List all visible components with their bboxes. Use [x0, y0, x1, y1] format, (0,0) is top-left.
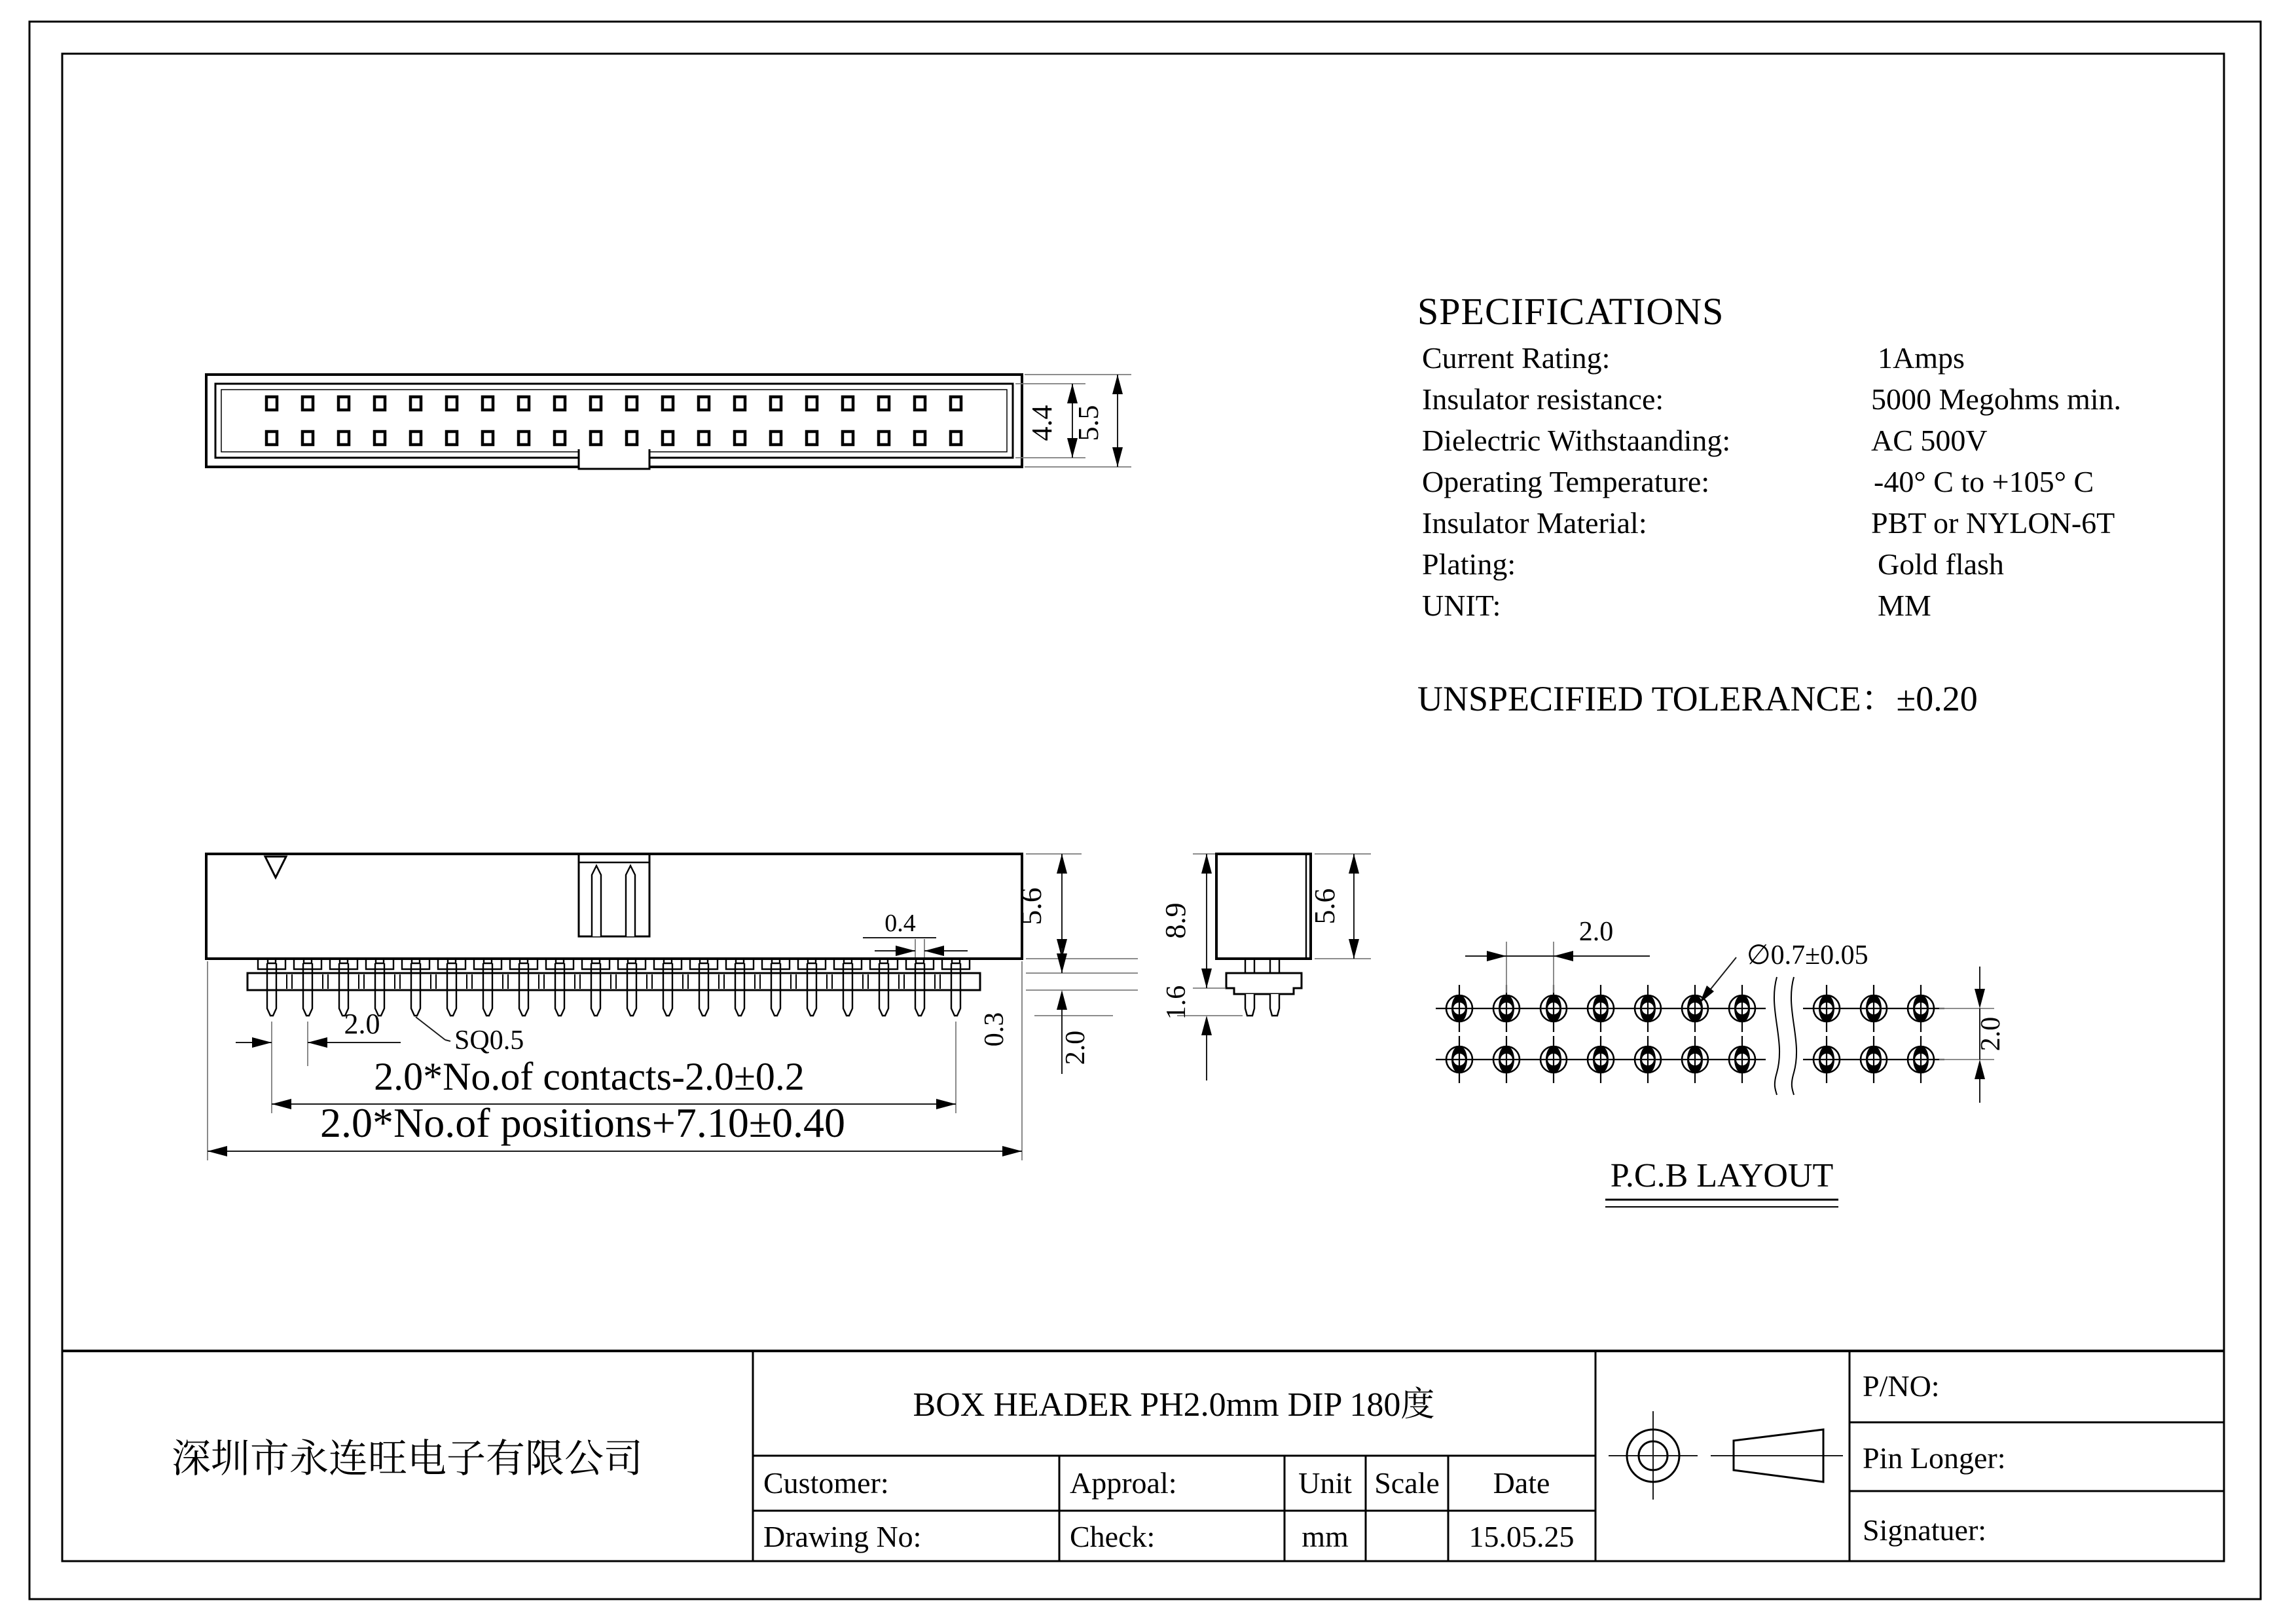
spec-label-3: Operating Temperature: — [1422, 465, 1710, 498]
break-line — [1791, 977, 1796, 1095]
pcb-dim-row — [1939, 967, 2006, 1103]
date-label: Date — [1493, 1466, 1550, 1500]
pcb-dim-pitch — [1465, 917, 1650, 993]
specifications — [1417, 290, 2121, 718]
side-dim-height — [1309, 854, 1371, 959]
pin-note-sq05: SQ0.5 — [454, 1025, 524, 1056]
dim-5-5: 5.5 — [1072, 405, 1104, 441]
title-block — [62, 1351, 2224, 1561]
date-value: 15.05.25 — [1468, 1520, 1575, 1553]
company-name: 深圳市永连旺电子有限公司 — [172, 1437, 643, 1481]
break-line — [1774, 977, 1779, 1095]
check-label: Check: — [1070, 1520, 1156, 1553]
pcb-title — [1605, 1157, 1838, 1207]
center-key-slot — [579, 854, 649, 936]
dim-side-5-6: 5.6 — [1309, 888, 1341, 925]
pcb-holes-row-2 — [1436, 1036, 1944, 1083]
pin-longer-label: Pin Longer: — [1863, 1441, 2006, 1475]
pno-label: P/NO: — [1863, 1369, 1940, 1403]
dim-1-6: 1.6 — [1161, 985, 1192, 1020]
part-title: BOX HEADER PH2.0mm DIP 180度 — [913, 1386, 1435, 1424]
spec-label-1: Insulator resistance: — [1422, 382, 1664, 416]
front-view — [206, 854, 1138, 1160]
signature-label: Signatuer: — [1863, 1513, 1987, 1547]
side-view — [1159, 854, 1371, 1080]
spec-value-0: 1Amps — [1878, 341, 1965, 375]
pcb-layout — [1436, 917, 2006, 1207]
side-collar — [1226, 973, 1302, 994]
standoff-strip — [247, 973, 980, 990]
pcb-holes-row-1 — [1436, 985, 1944, 1032]
spec-value-5: Gold flash — [1878, 547, 2004, 581]
pcb-layout-label: P.C.B LAYOUT — [1610, 1157, 1834, 1194]
top-view — [206, 375, 1131, 469]
pcb-hole-callout — [1700, 940, 1868, 1003]
projection-symbol — [1609, 1411, 1843, 1500]
drawing-no-label: Drawing No: — [763, 1520, 922, 1553]
front-pin-note — [416, 1017, 524, 1056]
dim-contacts-formula: 2.0*No.of contacts-2.0±0.2 — [374, 1055, 805, 1098]
spec-value-3: -40° C to +105° C — [1874, 465, 2094, 498]
spec-value-2: AC 500V — [1871, 424, 1988, 457]
dim-8-9: 8.9 — [1159, 902, 1192, 939]
approval-label: Approal: — [1070, 1466, 1177, 1500]
front-right-dims — [979, 854, 1138, 1074]
spec-label-0: Current Rating: — [1422, 341, 1611, 375]
top-view-contact-row-1 — [266, 397, 961, 410]
front-dim-pin-width — [863, 910, 968, 957]
spec-label-4: Insulator Material: — [1422, 506, 1647, 540]
pcb-pitch: 2.0 — [1578, 917, 1614, 947]
dim-standoff: 0.3 — [979, 1012, 1010, 1047]
polarization-notch — [579, 449, 649, 469]
sheet-border — [29, 22, 2261, 1599]
unit-label: Unit — [1298, 1466, 1352, 1500]
scale-label: Scale — [1374, 1466, 1440, 1500]
unit-value: mm — [1302, 1520, 1349, 1553]
top-view-contact-row-2 — [266, 432, 961, 445]
dim-pitch: 2.0 — [344, 1008, 380, 1040]
pcb-row-pitch: 2.0 — [1976, 1016, 2006, 1052]
dim-positions-formula: 2.0*No.of positions+7.10±0.40 — [320, 1099, 845, 1146]
spec-title: SPECIFICATIONS — [1417, 290, 1724, 333]
spec-label-5: Plating: — [1422, 547, 1516, 581]
spec-label-6: UNIT: — [1422, 589, 1501, 622]
side-dim-tail — [1161, 986, 1243, 1080]
customer-label: Customer: — [763, 1466, 889, 1500]
dim-tail: 2.0 — [1061, 1030, 1091, 1065]
spec-label-2: Dielectric Withstaanding: — [1422, 424, 1731, 457]
spec-value-6: MM — [1878, 589, 1931, 622]
tolerance-note: UNSPECIFIED TOLERANCE：±0.20 — [1417, 679, 1978, 718]
spec-value-4: PBT or NYLON-6T — [1871, 506, 2115, 540]
pin1-triangle-marker — [265, 857, 286, 877]
spec-value-1: 5000 Megohms min. — [1871, 382, 2122, 416]
pcb-hole-dia: ∅0.7±0.05 — [1747, 940, 1868, 970]
dim-front-height: 5.6 — [1014, 887, 1048, 925]
dim-pin-width: 0.4 — [884, 910, 916, 937]
dim-4-4: 4.4 — [1026, 405, 1058, 441]
